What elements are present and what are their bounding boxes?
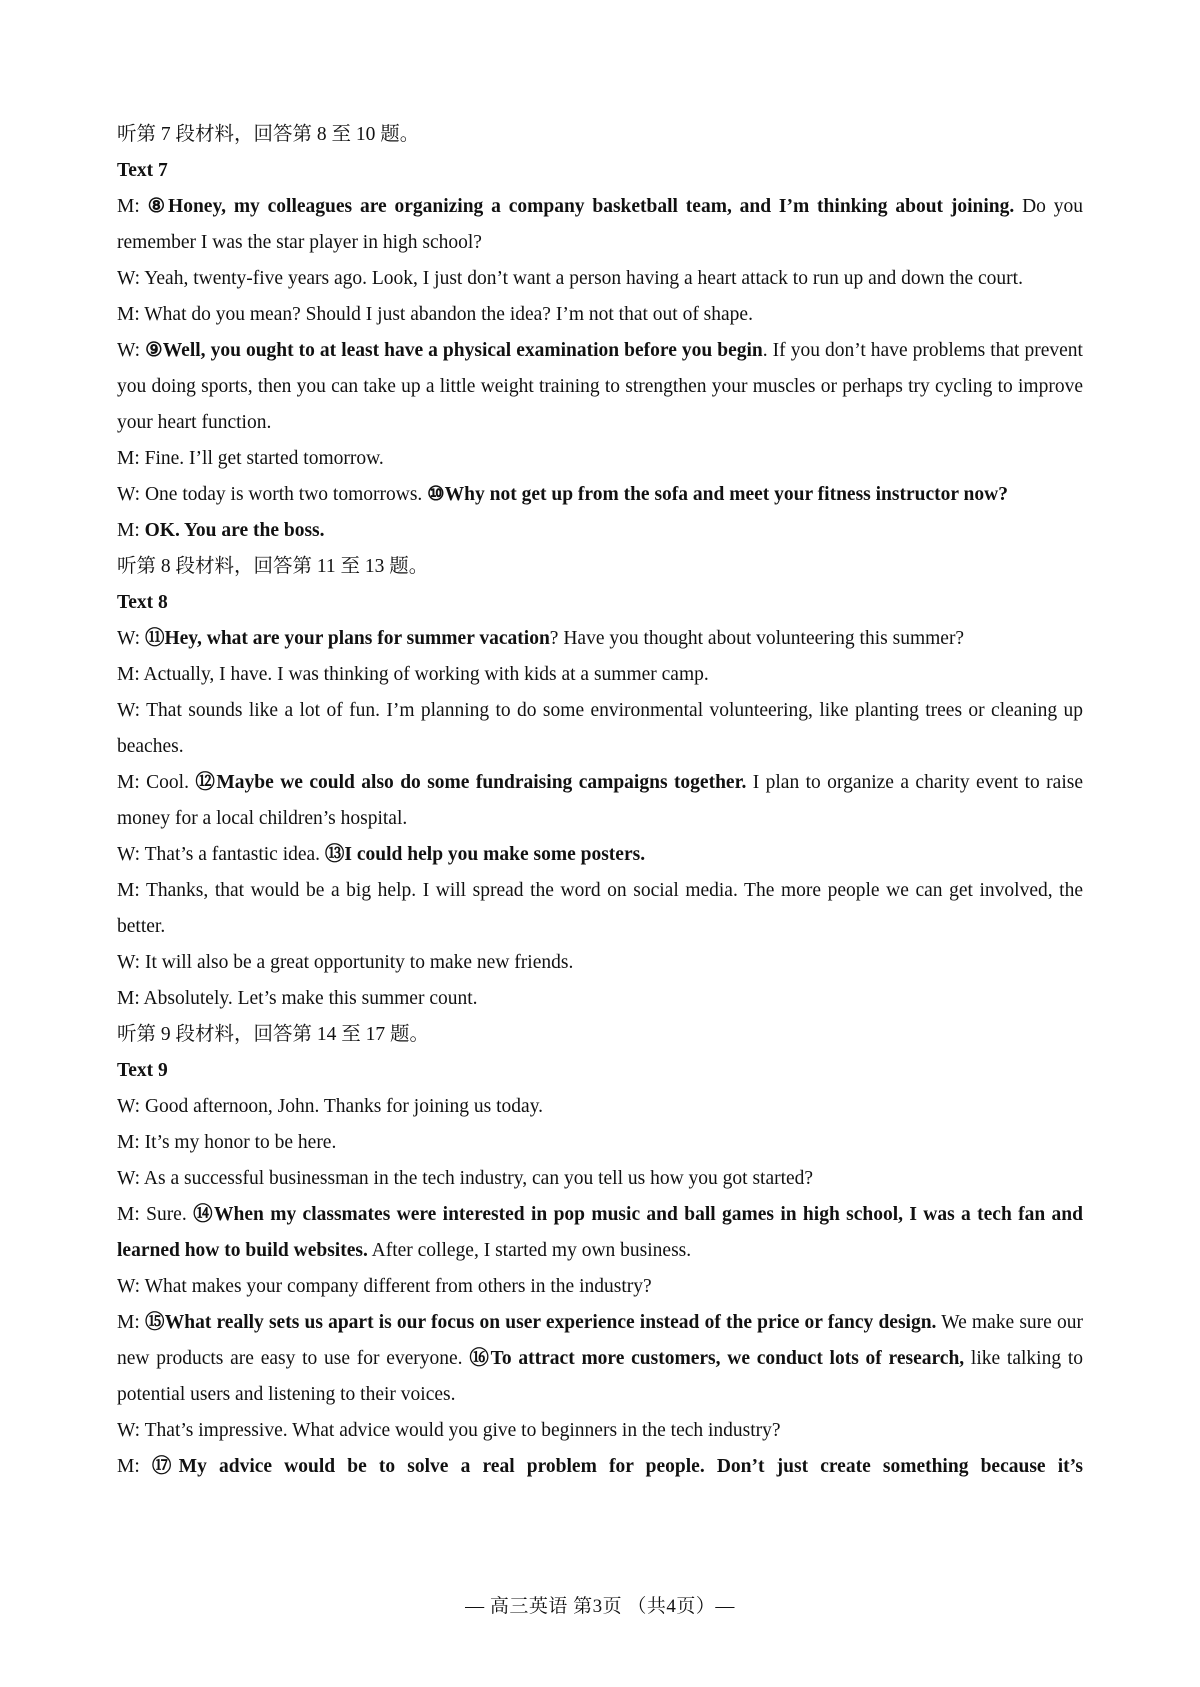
answer-key-text: ⑧Honey, my colleagues are organizing a company basketball team, and I’m thinking about joining. — [147, 196, 1015, 217]
dialogue-text: W: It will also be a great opportunity to make new friends. — [117, 952, 574, 973]
dialogue-text: Text 8 — [117, 592, 168, 613]
dialogue-line — [117, 1161, 1083, 1197]
dialogue-text: W: — [117, 628, 145, 649]
section-heading — [117, 153, 1083, 189]
dialogue-line — [117, 1125, 1083, 1161]
answer-key-text: ⑭When my classmates were interested in pop music and ball games in high school, I was a tech fan and learned how to build websites. — [117, 1204, 1083, 1261]
dialogue-text: W: As a successful businessman in the tech industry, can you tell us how you got started? — [117, 1168, 814, 1189]
dialogue-line — [117, 621, 1083, 657]
dialogue-text: M: — [117, 1456, 152, 1477]
dialogue-line — [117, 513, 1083, 549]
dialogue-line — [117, 1413, 1083, 1449]
answer-key-text: ⑯To attract more customers, we conduct lots of research, — [469, 1348, 965, 1369]
dialogue-line — [117, 765, 1083, 837]
answer-key-text: ⑩Why not get up from the sofa and meet your fitness instructor now? — [427, 484, 1008, 505]
dialogue-line — [117, 945, 1083, 981]
dialogue-text: M: — [117, 1312, 145, 1333]
answer-key-text: ⑫Maybe we could also do some fundraising campaigns together. — [195, 772, 747, 793]
dialogue-text: W: That sounds like a lot of fun. I’m planning to do some environmental volunteering, like planting trees or cleaning up beaches. — [117, 700, 1083, 757]
dialogue-text: W: That’s a fantastic idea. — [117, 844, 325, 865]
dialogue-text: W: One today is worth two tomorrows. — [117, 484, 428, 505]
dialogue-text: Text 9 — [117, 1060, 168, 1081]
dialogue-text: W: Yeah, twenty-five years ago. Look, I just don’t want a person having a heart attack to run up and down the court. — [117, 268, 1023, 289]
dialogue-line — [117, 693, 1083, 765]
page-footer: — 高三英语 第3页 （共4页）— — [465, 1596, 735, 1617]
dialogue-line — [117, 873, 1083, 945]
dialogue-text: M: Absolutely. Let’s make this summer count. — [117, 988, 478, 1009]
dialogue-line — [117, 657, 1083, 693]
dialogue-text: M: Fine. I’ll get started tomorrow. — [117, 448, 384, 469]
dialogue-text: M: Actually, I have. I was thinking of working with kids at a summer camp. — [117, 664, 709, 685]
dialogue-text: W: What makes your company different from others in the industry? — [117, 1276, 652, 1297]
dialogue-text: . If you don’t have problems that prevent you doing sports, then you can take up a little weight training to strengthen your muscles or perhaps try cycling to improve your heart function. — [117, 340, 1083, 433]
dialogue-line — [117, 297, 1083, 333]
answer-key-text: ⑮What really sets us apart is our focus on user experience instead of the price or fancy design. — [144, 1312, 937, 1333]
dialogue-text: 听第 9 段材料，回答第 14 至 17 题。 — [117, 1024, 430, 1045]
dialogue-line — [117, 333, 1083, 441]
section-heading — [117, 1053, 1083, 1089]
dialogue-text: M: Cool. — [117, 772, 196, 793]
dialogue-line — [117, 837, 1083, 873]
answer-key-text: ⑪Hey, what are your plans for summer vacation — [144, 628, 550, 649]
dialogue-line — [117, 1089, 1083, 1125]
dialogue-text: W: Good afternoon, John. Thanks for joining us today. — [117, 1096, 544, 1117]
dialogue-text: M: Thanks, that would be a big help. I will spread the word on social media. The more people we can get involved, the better. — [117, 880, 1083, 937]
dialogue-text: W: — [117, 340, 146, 361]
section-instruction — [117, 1017, 1083, 1053]
dialogue-line — [117, 1269, 1083, 1305]
dialogue-text: I plan to organize a charity event to raise money for a local children’s hospital. — [117, 772, 1083, 829]
section-heading — [117, 585, 1083, 621]
dialogue-text: M: It’s my honor to be here. — [117, 1132, 337, 1153]
dialogue-text: ? Have you thought about volunteering this summer? — [549, 628, 965, 649]
dialogue-line — [117, 441, 1083, 477]
dialogue-text: M: — [117, 520, 145, 541]
dialogue-text: After college, I started my own business. — [367, 1240, 692, 1261]
dialogue-text: W: That’s impressive. What advice would you give to beginners in the tech industry? — [117, 1420, 781, 1441]
answer-key-text: ⑰My advice would be to solve a real problem for people. Don’t just create something because it’s — [151, 1456, 1083, 1477]
dialogue-line — [117, 981, 1083, 1017]
answer-key-text: ⑨Well, you ought to at least have a physical examination before you begin — [145, 340, 763, 361]
dialogue-text: M: Sure. — [117, 1204, 194, 1225]
dialogue-line — [117, 189, 1083, 261]
dialogue-text: Text 7 — [117, 160, 168, 181]
dialogue-text: 听第 7 段材料，回答第 8 至 10 题。 — [117, 124, 420, 145]
dialogue-text: 听第 8 段材料，回答第 11 至 13 题。 — [117, 556, 429, 577]
dialogue-line — [117, 1305, 1083, 1413]
section-instruction — [117, 117, 1083, 153]
dialogue-text: M: — [117, 196, 148, 217]
answer-key-text: OK. You are the boss. — [144, 520, 325, 541]
dialogue-line — [117, 1449, 1083, 1485]
dialogue-line — [117, 1197, 1083, 1269]
dialogue-text: like talking to potential users and listening to their voices. — [117, 1348, 1083, 1405]
dialogue-line — [117, 261, 1083, 297]
dialogue-text: Do you remember I was the star player in high school? — [117, 196, 1083, 253]
answer-key-text: ⑬I could help you make some posters. — [324, 844, 646, 865]
transcript-body — [117, 117, 1083, 1485]
dialogue-text: M: What do you mean? Should I just abandon the idea? I’m not that out of shape. — [117, 304, 753, 325]
section-instruction — [117, 549, 1083, 585]
dialogue-text: We make sure our new products are easy to use for everyone. — [117, 1312, 1083, 1369]
dialogue-line — [117, 477, 1083, 513]
